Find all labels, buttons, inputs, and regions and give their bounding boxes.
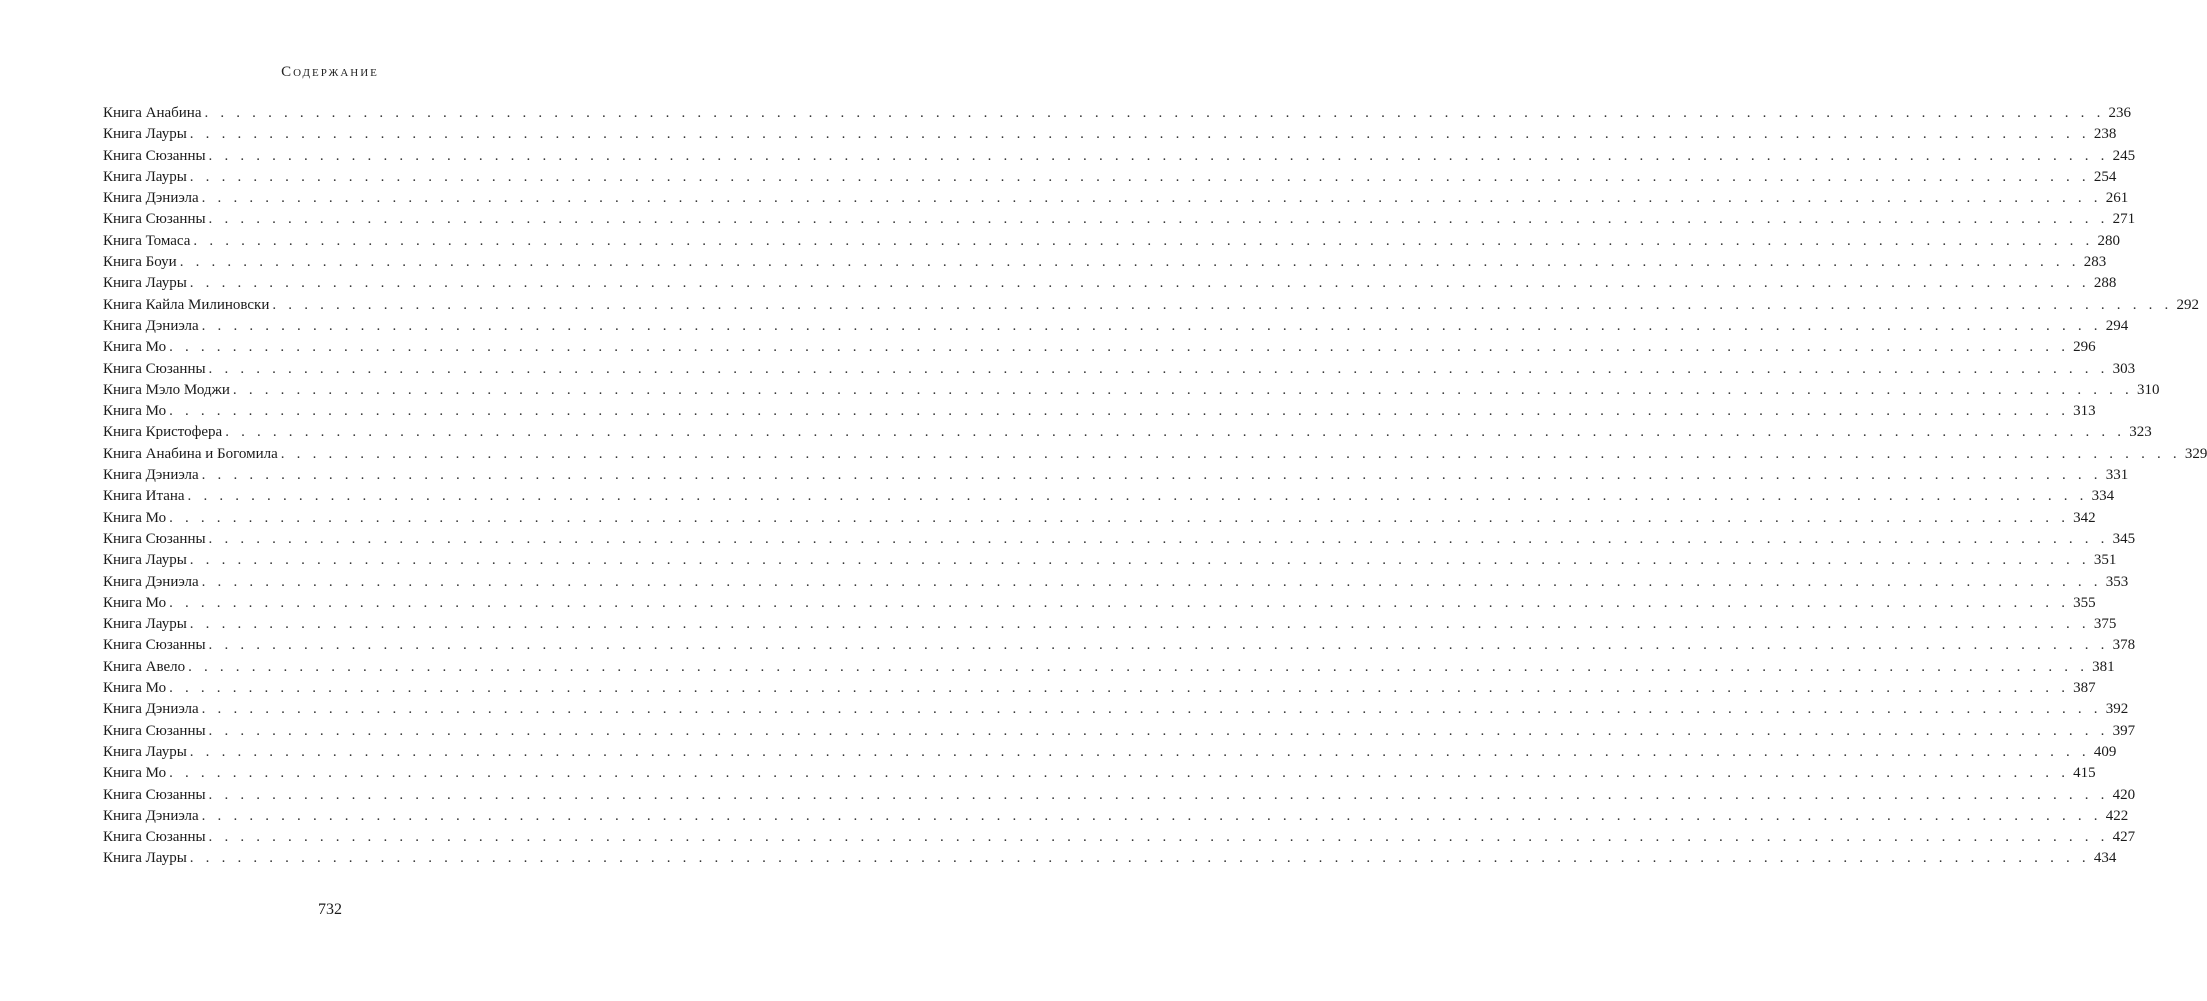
toc-entry bbox=[103, 295, 2199, 316]
toc-entry-page: 283 bbox=[2083, 254, 2107, 271]
dot-leader: . . . . . . . . . . . . . . . . . . . . . . . . . . . . . . . . . . . . . . . . . . . . . . . . . . . . . . . . . . . . . . . . . . . . . . . . . . . . . . . . . . . . . . . . . . . . . . . . . . . . . . . . . . . . . . . . . . . . . . . . bbox=[189, 168, 2090, 185]
toc-entry-title: Книга Боуи bbox=[103, 254, 177, 271]
toc-entry-page: 397 bbox=[2112, 722, 2136, 739]
dot-leader: . . . . . . . . . . . . . . . . . . . . . . . . . . . . . . . . . . . . . . . . . . . . . . . . . . . . . . . . . . . . . . . . . . . . . . . . . . . . . . . . . . . . . . . . . . . . . . . . . . . . . . . . . . . . . . . . . . . . . . . . bbox=[169, 339, 2070, 356]
toc-entry-title: Книга Мо bbox=[103, 765, 167, 782]
dot-leader: . . . . . . . . . . . . . . . . . . . . . . . . . . . . . . . . . . . . . . . . . . . . . . . . . . . . . . . . . . . . . . . . . . . . . . . . . . . . . . . . . . . . . . . . . . . . . . . . . . . . . . . . . . . . . . . . . . . . . . . . bbox=[201, 573, 2102, 590]
toc-entry-page: 409 bbox=[2093, 743, 2117, 760]
toc-entry bbox=[103, 209, 2136, 230]
toc-entry-title: Книга Сюзанны bbox=[103, 360, 206, 377]
dot-leader: . . . . . . . . . . . . . . . . . . . . . . . . . . . . . . . . . . . . . . . . . . . . . . . . . . . . . . . . . . . . . . . . . . . . . . . . . . . . . . . . . . . . . . . . . . . . . . . . . . . . . . . . . . . . . . . . . . . . . . . . bbox=[201, 807, 2102, 824]
dot-leader: . . . . . . . . . . . . . . . . . . . . . . . . . . . . . . . . . . . . . . . . . . . . . . . . . . . . . . . . . . . . . . . . . . . . . . . . . . . . . . . . . . . . . . . . . . . . . . . . . . . . . . . . . . . . . . . . . . . . . . . . bbox=[169, 509, 2070, 526]
toc-entry-title: Книга Анабина bbox=[103, 105, 202, 121]
toc-entry-page: 420 bbox=[2112, 786, 2136, 803]
dot-leader: . . . . . . . . . . . . . . . . . . . . . . . . . . . . . . . . . . . . . . . . . . . . . . . . . . . . . . . . . . . . . . . . . . . . . . . . . . . . . . . . . . . . . . . . . . . . . . . . . . . . . . . . . . . . . . . . . . . . . . . . bbox=[169, 594, 2070, 611]
toc-entry bbox=[103, 508, 2096, 529]
dot-leader: . . . . . . . . . . . . . . . . . . . . . . . . . . . . . . . . . . . . . . . . . . . . . . . . . . . . . . . . . . . . . . . . . . . . . . . . . . . . . . . . . . . . . . . . . . . . . . . . . . . . . . . . . . . . . . . . . . . . . . . . bbox=[169, 403, 2070, 420]
toc-entry-page: 261 bbox=[2105, 190, 2129, 207]
toc-entry-title: Книга Лауры bbox=[103, 616, 187, 633]
toc-entry bbox=[103, 550, 2117, 571]
dot-leader: . . . . . . . . . . . . . . . . . . . . . . . . . . . . . . . . . . . . . . . . . . . . . . . . . . . . . . . . . . . . . . . . . . . . . . . . . . . . . . . . . . . . . . . . . . . . . . . . . . . . . . . . . . . . . . . . . . . . . . . . bbox=[272, 296, 2173, 313]
toc-entry-page: 254 bbox=[2093, 168, 2117, 185]
toc-entry bbox=[103, 380, 2160, 401]
toc-entry-page: 427 bbox=[2112, 829, 2136, 846]
toc-entry bbox=[103, 785, 2136, 806]
dot-leader: . . . . . . . . . . . . . . . . . . . . . . . . . . . . . . . . . . . . . . . . . . . . . . . . . . . . . . . . . . . . . . . . . . . . . . . . . . . . . . . . . . . . . . . . . . . . . . . . . . . . . . . . . . . . . . . . . . . . . . . . bbox=[204, 105, 2105, 121]
toc-entry-page: 345 bbox=[2112, 530, 2136, 547]
dot-leader: . . . . . . . . . . . . . . . . . . . . . . . . . . . . . . . . . . . . . . . . . . . . . . . . . . . . . . . . . . . . . . . . . . . . . . . . . . . . . . . . . . . . . . . . . . . . . . . . . . . . . . . . . . . . . . . . . . . . . . . . bbox=[232, 381, 2133, 398]
dot-leader: . . . . . . . . . . . . . . . . . . . . . . . . . . . . . . . . . . . . . . . . . . . . . . . . . . . . . . . . . . . . . . . . . . . . . . . . . . . . . . . . . . . . . . . . . . . . . . . . . . . . . . . . . . . . . . . . . . . . . . . . bbox=[201, 701, 2102, 718]
toc-entry-title: Книга Дэниэла bbox=[103, 190, 199, 207]
dot-leader: . . . . . . . . . . . . . . . . . . . . . . . . . . . . . . . . . . . . . . . . . . . . . . . . . . . . . . . . . . . . . . . . . . . . . . . . . . . . . . . . . . . . . . . . . . . . . . . . . . . . . . . . . . . . . . . . . . . . . . . . bbox=[201, 190, 2102, 207]
toc-entry-title: Книга Дэниэла bbox=[103, 807, 199, 824]
dot-leader: . . . . . . . . . . . . . . . . . . . . . . . . . . . . . . . . . . . . . . . . . . . . . . . . . . . . . . . . . . . . . . . . . . . . . . . . . . . . . . . . . . . . . . . . . . . . . . . . . . . . . . . . . . . . . . . . . . . . . . . . bbox=[187, 488, 2088, 505]
toc-entry bbox=[103, 657, 2115, 678]
page-title: Содержание bbox=[281, 64, 379, 80]
toc-entry bbox=[103, 827, 2136, 848]
toc-entry-page: 329 bbox=[2184, 445, 2207, 462]
page-number: 732 bbox=[318, 901, 342, 918]
toc-entry-title: Книга Сюзанны bbox=[103, 530, 206, 547]
dot-leader: . . . . . . . . . . . . . . . . . . . . . . . . . . . . . . . . . . . . . . . . . . . . . . . . . . . . . . . . . . . . . . . . . . . . . . . . . . . . . . . . . . . . . . . . . . . . . . . . . . . . . . . . . . . . . . . . . . . . . . . . bbox=[208, 211, 2109, 228]
toc-entry-title: Книга Лауры bbox=[103, 168, 187, 185]
toc-entry-title: Книга Сюзанны bbox=[103, 722, 206, 739]
toc-entry-page: 310 bbox=[2136, 381, 2160, 398]
toc-entry-page: 434 bbox=[2093, 850, 2117, 867]
toc-entry-title: Книга Дэниэла bbox=[103, 573, 199, 590]
toc-entry-title: Книга Лауры bbox=[103, 850, 187, 867]
toc-entry-page: 280 bbox=[2097, 232, 2120, 249]
toc-entry bbox=[103, 806, 2129, 827]
toc-entry-title: Книга Итана bbox=[103, 488, 185, 505]
toc-entry bbox=[103, 699, 2129, 720]
dot-leader: . . . . . . . . . . . . . . . . . . . . . . . . . . . . . . . . . . . . . . . . . . . . . . . . . . . . . . . . . . . . . . . . . . . . . . . . . . . . . . . . . . . . . . . . . . . . . . . . . . . . . . . . . . . . . . . . . . . . . . . . bbox=[201, 467, 2102, 484]
toc-entry bbox=[103, 103, 2132, 124]
toc-entry bbox=[103, 188, 2129, 209]
toc-entry-page: 353 bbox=[2105, 573, 2129, 590]
toc-entry-title: Книга Дэниэла bbox=[103, 701, 199, 718]
toc-entry bbox=[103, 273, 2117, 294]
dot-leader: . . . . . . . . . . . . . . . . . . . . . . . . . . . . . . . . . . . . . . . . . . . . . . . . . . . . . . . . . . . . . . . . . . . . . . . . . . . . . . . . . . . . . . . . . . . . . . . . . . . . . . . . . . . . . . . . . . . . . . . . bbox=[179, 254, 2080, 271]
toc-entry-page: 378 bbox=[2112, 637, 2136, 654]
toc-entry bbox=[103, 422, 2152, 443]
toc-entry bbox=[103, 742, 2117, 763]
dot-leader: . . . . . . . . . . . . . . . . . . . . . . . . . . . . . . . . . . . . . . . . . . . . . . . . . . . . . . . . . . . . . . . . . . . . . . . . . . . . . . . . . . . . . . . . . . . . . . . . . . . . . . . . . . . . . . . . . . . . . . . . bbox=[208, 637, 2109, 654]
toc-entry bbox=[103, 444, 2207, 465]
toc-entry bbox=[103, 337, 2096, 358]
dot-leader: . . . . . . . . . . . . . . . . . . . . . . . . . . . . . . . . . . . . . . . . . . . . . . . . . . . . . . . . . . . . . . . . . . . . . . . . . . . . . . . . . . . . . . . . . . . . . . . . . . . . . . . . . . . . . . . . . . . . . . . . bbox=[169, 680, 2070, 697]
dot-leader: . . . . . . . . . . . . . . . . . . . . . . . . . . . . . . . . . . . . . . . . . . . . . . . . . . . . . . . . . . . . . . . . . . . . . . . . . . . . . . . . . . . . . . . . . . . . . . . . . . . . . . . . . . . . . . . . . . . . . . . . bbox=[208, 147, 2109, 164]
toc-entry-page: 381 bbox=[2092, 658, 2115, 675]
table-of-contents bbox=[103, 103, 2207, 870]
dot-leader: . . . . . . . . . . . . . . . . . . . . . . . . . . . . . . . . . . . . . . . . . . . . . . . . . . . . . . . . . . . . . . . . . . . . . . . . . . . . . . . . . . . . . . . . . . . . . . . . . . . . . . . . . . . . . . . . . . . . . . . . bbox=[208, 530, 2109, 547]
toc-entry bbox=[103, 167, 2117, 188]
dot-leader: . . . . . . . . . . . . . . . . . . . . . . . . . . . . . . . . . . . . . . . . . . . . . . . . . . . . . . . . . . . . . . . . . . . . . . . . . . . . . . . . . . . . . . . . . . . . . . . . . . . . . . . . . . . . . . . . . . . . . . . . bbox=[280, 445, 2181, 462]
toc-entry-title: Книга Мо bbox=[103, 594, 167, 611]
dot-leader: . . . . . . . . . . . . . . . . . . . . . . . . . . . . . . . . . . . . . . . . . . . . . . . . . . . . . . . . . . . . . . . . . . . . . . . . . . . . . . . . . . . . . . . . . . . . . . . . . . . . . . . . . . . . . . . . . . . . . . . . bbox=[188, 658, 2089, 675]
toc-entry-page: 334 bbox=[2091, 488, 2115, 505]
toc-entry-title: Книга Анабина и Богомила bbox=[103, 445, 278, 462]
dot-leader: . . . . . . . . . . . . . . . . . . . . . . . . . . . . . . . . . . . . . . . . . . . . . . . . . . . . . . . . . . . . . . . . . . . . . . . . . . . . . . . . . . . . . . . . . . . . . . . . . . . . . . . . . . . . . . . . . . . . . . . . bbox=[189, 552, 2090, 569]
dot-leader: . . . . . . . . . . . . . . . . . . . . . . . . . . . . . . . . . . . . . . . . . . . . . . . . . . . . . . . . . . . . . . . . . . . . . . . . . . . . . . . . . . . . . . . . . . . . . . . . . . . . . . . . . . . . . . . . . . . . . . . . bbox=[193, 232, 2094, 249]
toc-entry-page: 313 bbox=[2073, 403, 2096, 420]
dot-leader: . . . . . . . . . . . . . . . . . . . . . . . . . . . . . . . . . . . . . . . . . . . . . . . . . . . . . . . . . . . . . . . . . . . . . . . . . . . . . . . . . . . . . . . . . . . . . . . . . . . . . . . . . . . . . . . . . . . . . . . . bbox=[208, 829, 2109, 846]
toc-entry bbox=[103, 721, 2136, 742]
toc-entry-title: Книга Мо bbox=[103, 680, 167, 697]
toc-entry-title: Книга Мо bbox=[103, 339, 167, 356]
toc-entry-page: 331 bbox=[2105, 467, 2129, 484]
dot-leader: . . . . . . . . . . . . . . . . . . . . . . . . . . . . . . . . . . . . . . . . . . . . . . . . . . . . . . . . . . . . . . . . . . . . . . . . . . . . . . . . . . . . . . . . . . . . . . . . . . . . . . . . . . . . . . . . . . . . . . . . bbox=[225, 424, 2126, 441]
toc-entry-title: Книга Лауры bbox=[103, 552, 187, 569]
toc-entry bbox=[103, 593, 2096, 614]
toc-entry bbox=[103, 252, 2107, 273]
toc-entry bbox=[103, 763, 2096, 784]
toc-entry-title: Книга Лауры bbox=[103, 126, 187, 143]
toc-entry-page: 303 bbox=[2112, 360, 2136, 377]
toc-entry-title: Книга Дэниэла bbox=[103, 467, 199, 484]
dot-leader: . . . . . . . . . . . . . . . . . . . . . . . . . . . . . . . . . . . . . . . . . . . . . . . . . . . . . . . . . . . . . . . . . . . . . . . . . . . . . . . . . . . . . . . . . . . . . . . . . . . . . . . . . . . . . . . . . . . . . . . . bbox=[189, 126, 2090, 143]
dot-leader: . . . . . . . . . . . . . . . . . . . . . . . . . . . . . . . . . . . . . . . . . . . . . . . . . . . . . . . . . . . . . . . . . . . . . . . . . . . . . . . . . . . . . . . . . . . . . . . . . . . . . . . . . . . . . . . . . . . . . . . . bbox=[201, 317, 2102, 334]
toc-entry-page: 271 bbox=[2112, 211, 2136, 228]
toc-entry-page: 342 bbox=[2073, 509, 2096, 526]
toc-entry-page: 392 bbox=[2105, 701, 2129, 718]
toc-entry-page: 355 bbox=[2073, 594, 2096, 611]
dot-leader: . . . . . . . . . . . . . . . . . . . . . . . . . . . . . . . . . . . . . . . . . . . . . . . . . . . . . . . . . . . . . . . . . . . . . . . . . . . . . . . . . . . . . . . . . . . . . . . . . . . . . . . . . . . . . . . . . . . . . . . . bbox=[189, 743, 2090, 760]
dot-leader: . . . . . . . . . . . . . . . . . . . . . . . . . . . . . . . . . . . . . . . . . . . . . . . . . . . . . . . . . . . . . . . . . . . . . . . . . . . . . . . . . . . . . . . . . . . . . . . . . . . . . . . . . . . . . . . . . . . . . . . . bbox=[189, 850, 2090, 867]
toc-entry-title: Книга Дэниэла bbox=[103, 317, 199, 334]
toc-entry-page: 245 bbox=[2112, 147, 2136, 164]
toc-entry bbox=[103, 359, 2136, 380]
toc-entry-page: 387 bbox=[2073, 680, 2096, 697]
dot-leader: . . . . . . . . . . . . . . . . . . . . . . . . . . . . . . . . . . . . . . . . . . . . . . . . . . . . . . . . . . . . . . . . . . . . . . . . . . . . . . . . . . . . . . . . . . . . . . . . . . . . . . . . . . . . . . . . . . . . . . . . bbox=[208, 786, 2109, 803]
toc-entry-page: 351 bbox=[2093, 552, 2117, 569]
toc-entry-title: Книга Кайла Милиновски bbox=[103, 296, 270, 313]
toc-entry-page: 296 bbox=[2073, 339, 2096, 356]
toc-entry-title: Книга Сюзанны bbox=[103, 637, 206, 654]
toc-entry bbox=[103, 401, 2096, 422]
toc-entry bbox=[103, 465, 2129, 486]
toc-entry-title: Книга Мэло Моджи bbox=[103, 381, 230, 398]
toc-entry-title: Книга Кристофера bbox=[103, 424, 223, 441]
toc-entry-title: Книга Авело bbox=[103, 658, 186, 675]
toc-entry bbox=[103, 146, 2136, 167]
toc-entry-page: 236 bbox=[2108, 105, 2132, 121]
toc-entry bbox=[103, 635, 2136, 656]
toc-entry bbox=[103, 614, 2117, 635]
toc-entry-title: Книга Лауры bbox=[103, 743, 187, 760]
toc-entry-page: 292 bbox=[2176, 296, 2199, 313]
toc-entry bbox=[103, 124, 2117, 145]
toc-entry-title: Книга Лауры bbox=[103, 275, 187, 292]
toc-entry-page: 294 bbox=[2105, 317, 2129, 334]
toc-entry-page: 415 bbox=[2073, 765, 2096, 782]
dot-leader: . . . . . . . . . . . . . . . . . . . . . . . . . . . . . . . . . . . . . . . . . . . . . . . . . . . . . . . . . . . . . . . . . . . . . . . . . . . . . . . . . . . . . . . . . . . . . . . . . . . . . . . . . . . . . . . . . . . . . . . . bbox=[189, 616, 2090, 633]
toc-entry-page: 375 bbox=[2093, 616, 2117, 633]
toc-entry bbox=[103, 678, 2096, 699]
toc-entry-title: Книга Сюзанны bbox=[103, 786, 206, 803]
toc-entry bbox=[103, 572, 2129, 593]
toc-entry-title: Книга Мо bbox=[103, 403, 167, 420]
toc-entry-title: Книга Сюзанны bbox=[103, 147, 206, 164]
dot-leader: . . . . . . . . . . . . . . . . . . . . . . . . . . . . . . . . . . . . . . . . . . . . . . . . . . . . . . . . . . . . . . . . . . . . . . . . . . . . . . . . . . . . . . . . . . . . . . . . . . . . . . . . . . . . . . . . . . . . . . . . bbox=[169, 765, 2070, 782]
toc-entry bbox=[103, 529, 2136, 550]
toc-entry-title: Книга Сюзанны bbox=[103, 211, 206, 228]
toc-entry-page: 288 bbox=[2093, 275, 2117, 292]
dot-leader: . . . . . . . . . . . . . . . . . . . . . . . . . . . . . . . . . . . . . . . . . . . . . . . . . . . . . . . . . . . . . . . . . . . . . . . . . . . . . . . . . . . . . . . . . . . . . . . . . . . . . . . . . . . . . . . . . . . . . . . . bbox=[189, 275, 2090, 292]
toc-entry-title: Книга Сюзанны bbox=[103, 829, 206, 846]
dot-leader: . . . . . . . . . . . . . . . . . . . . . . . . . . . . . . . . . . . . . . . . . . . . . . . . . . . . . . . . . . . . . . . . . . . . . . . . . . . . . . . . . . . . . . . . . . . . . . . . . . . . . . . . . . . . . . . . . . . . . . . . bbox=[208, 360, 2109, 377]
dot-leader: . . . . . . . . . . . . . . . . . . . . . . . . . . . . . . . . . . . . . . . . . . . . . . . . . . . . . . . . . . . . . . . . . . . . . . . . . . . . . . . . . . . . . . . . . . . . . . . . . . . . . . . . . . . . . . . . . . . . . . . . bbox=[208, 722, 2109, 739]
toc-entry-title: Книга Мо bbox=[103, 509, 167, 526]
toc-entry-page: 422 bbox=[2105, 807, 2129, 824]
toc-entry bbox=[103, 848, 2117, 869]
toc-entry bbox=[103, 231, 2120, 252]
toc-entry-page: 323 bbox=[2129, 424, 2152, 441]
toc-entry-page: 238 bbox=[2093, 126, 2117, 143]
toc-entry bbox=[103, 486, 2115, 507]
toc-entry-title: Книга Томаса bbox=[103, 232, 191, 249]
toc-entry bbox=[103, 316, 2129, 337]
